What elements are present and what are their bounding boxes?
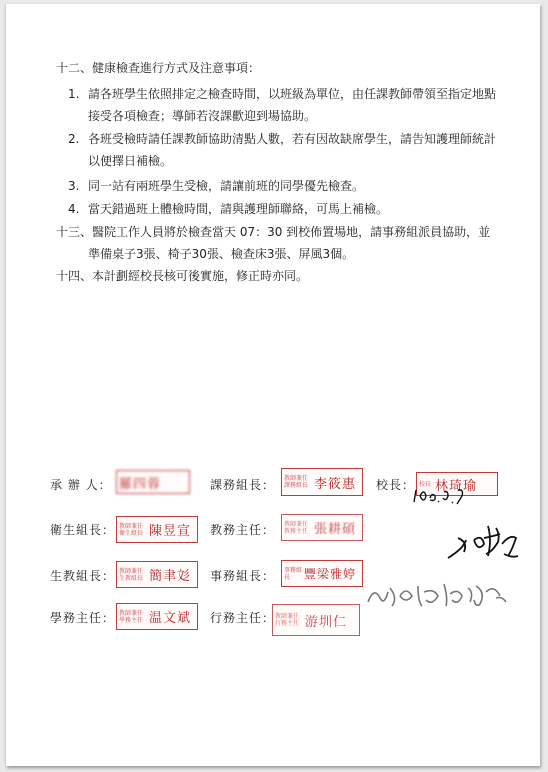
- stamp-xuewu: [116, 603, 198, 630]
- stamp-kewu: [281, 468, 363, 496]
- stamp-title: 校長: [419, 480, 432, 488]
- principal-signature-icon: [364, 578, 514, 612]
- stamp-name: 游圳仁: [305, 614, 348, 630]
- document-page: [6, 4, 540, 766]
- section-13-line-1: 十三、醫院工作人員將於檢查當天 07：30 到校佈置場地，請事務組派員協助，並: [56, 225, 491, 239]
- item-number: 1.: [68, 87, 80, 101]
- item-2-line-2: 以便擇日補檢。: [88, 154, 173, 168]
- stamp-title: 教師兼任 衛生組長: [119, 522, 144, 537]
- stamp-weisheng: [116, 516, 198, 543]
- item-1-line-1: 請各班學生依照排定之檢查時間，以班級為單位，由任課教師帶領至指定地點: [88, 87, 497, 101]
- label-shiwu: 事務組長：: [210, 569, 276, 583]
- item-number: 2.: [68, 132, 80, 146]
- section-14: 十四、本計劃經校長核可後實施，修正時亦同。: [56, 269, 309, 283]
- stamp-name: 李筱惠: [314, 476, 357, 492]
- stamp-name: 張耕碩: [314, 522, 357, 537]
- label-kewu: 課務組長：: [210, 478, 276, 492]
- label-xiaozhang: 校長：: [376, 478, 416, 492]
- stamp-chengban: [116, 470, 190, 494]
- stamp-name: 林琦瑜: [435, 478, 478, 494]
- item-1-line-2: 接受各項檢查；導師若沒課歡迎到場協助。: [88, 109, 317, 123]
- stamp-title: 教師兼任 生教組長: [119, 567, 144, 582]
- stamp-title: 教師兼任 學務主任: [119, 609, 144, 624]
- item-3-line-1: 同一站有兩班學生受檢，請讓前班的同學優先檢查。: [88, 179, 365, 193]
- stamp-name: 豐梁雅婷: [304, 567, 357, 581]
- stamp-name: 陳昱宣: [149, 524, 192, 539]
- section-12-title: 十二、健康檢查進行方式及注意事項：: [56, 61, 261, 75]
- stamp-title: 事務組長: [284, 566, 303, 581]
- handwritten-approval-icon: [444, 518, 524, 566]
- stamp-name: 羅四蓉: [119, 476, 162, 492]
- stamp-title: 教師兼任 行務主任: [275, 613, 300, 627]
- stamp-shengjiao: [116, 561, 198, 588]
- stamp-jiaowu: [281, 514, 363, 541]
- stamp-name: 簡聿彣: [149, 569, 192, 584]
- item-number: 3.: [68, 179, 80, 193]
- handwritten-date-icon: [410, 486, 490, 508]
- label-weisheng: 衛生組長：: [50, 523, 116, 537]
- label-jiaowu: 教務主任：: [210, 523, 276, 537]
- stamp-shiwu: [281, 560, 363, 587]
- section-13-line-2: 準備桌子3張、椅子30張、檢查床3張、屏風3個。: [88, 247, 355, 261]
- stamp-xingzheng: [272, 604, 360, 636]
- stamp-title: 教師兼任 課務組長: [284, 475, 309, 489]
- label-chengban: 承 辦 人：: [50, 478, 112, 492]
- item-4-line-1: 當天錯過班上體檢時間，請與護理師聯絡，可馬上補檢。: [88, 202, 389, 216]
- item-2-line-1: 各班受檢時請任課教師協助清點人數，若有因故缺席學生，請告知護理師統計: [88, 132, 497, 146]
- label-xingzheng: 行務主任：: [210, 611, 276, 625]
- label-shengjiao: 生教組長：: [50, 569, 116, 583]
- label-xuewu: 學務主任：: [50, 611, 116, 625]
- stamp-name: 温文斌: [149, 611, 192, 626]
- stamp-title: 教師兼任 教務主任: [284, 520, 309, 535]
- item-number: 4.: [68, 202, 80, 216]
